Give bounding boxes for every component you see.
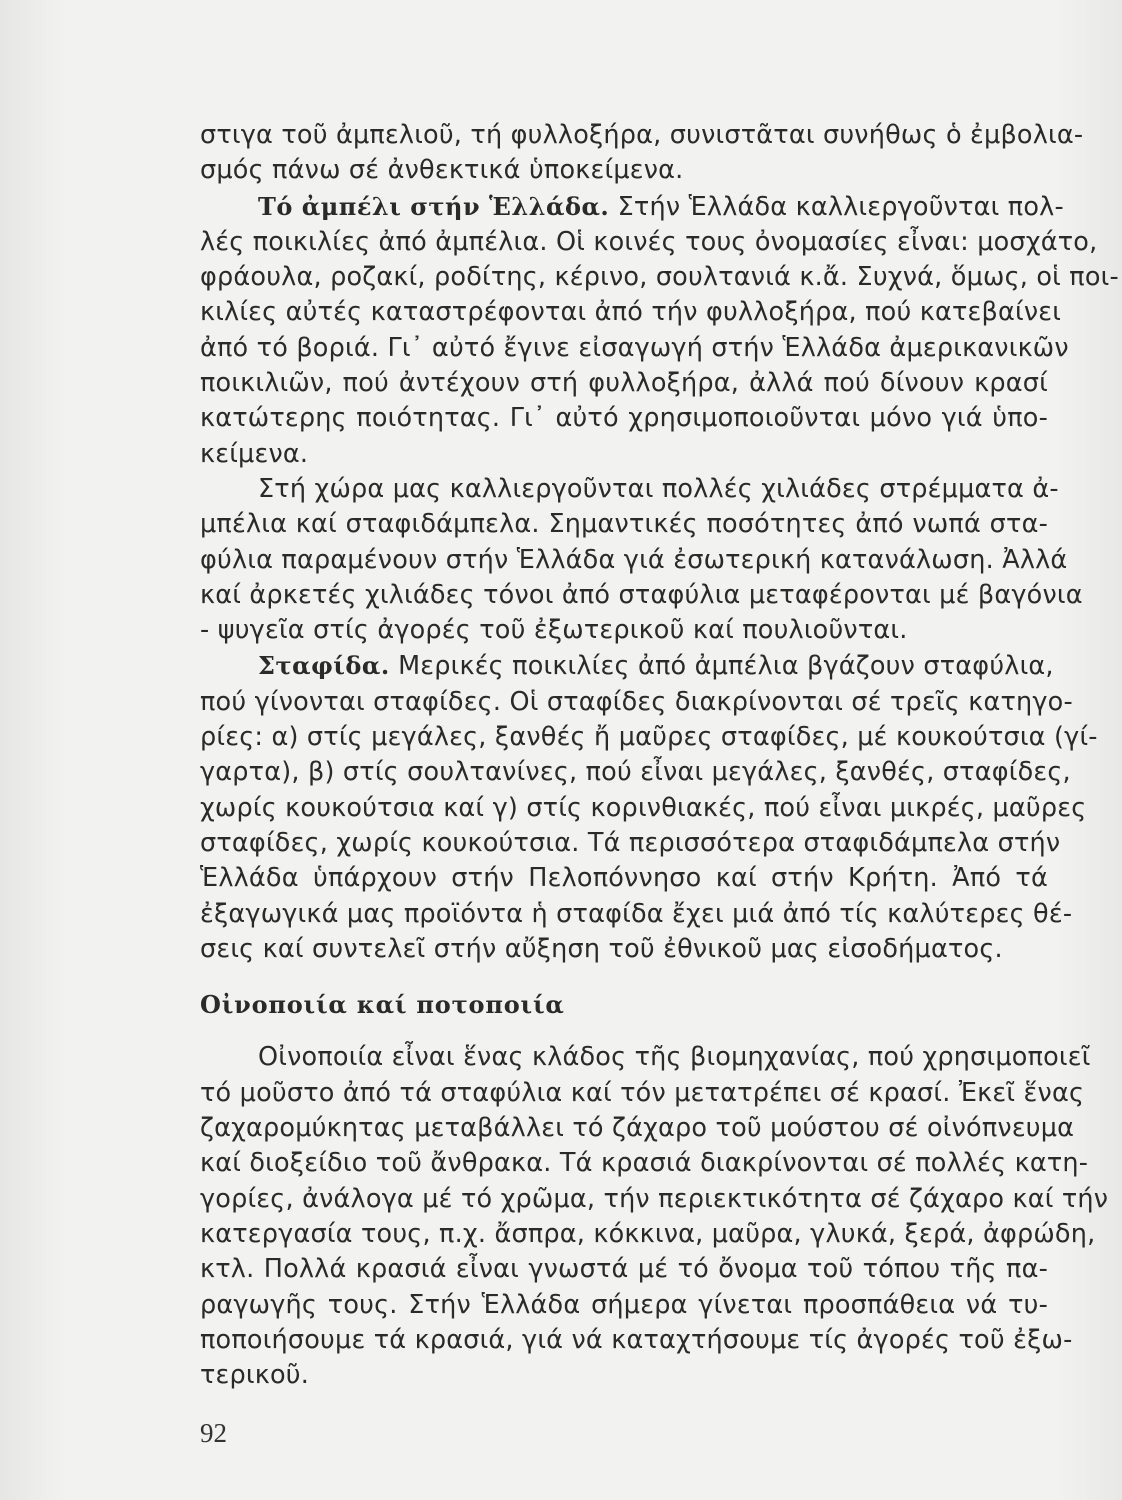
text-line: σταφίδες, χωρίς κουκούτσια. Τά περισσότερα σταφιδάμπελα στήν	[200, 827, 1061, 858]
text-line: κατεργασία τους, π.χ. ἄσπρα, κόκκινα, μαῦρα, γλυκά, ξερά, ἀφρώδη,	[200, 1218, 1096, 1249]
text-line: Ἑλλάδα ὑπάρχουν στήν Πελοπόννησο καί στήν Κρήτη. Ἀπό τά	[200, 863, 1048, 894]
text-line: ρίες: α) στίς μεγάλες, ξανθές ἤ μαῦρες σταφίδες, μέ κουκούτσια (γί-	[200, 722, 1098, 753]
text-line: καί ἀρκετές χιλιάδες τόνοι ἀπό σταφύλια μεταφέρονται μέ βαγόνια	[200, 579, 1083, 610]
text-line: γαρτα), β) στίς σουλτανίνες, πού εἶναι μεγάλες, ξανθές, σταφίδες,	[200, 757, 1071, 788]
text-line: λές ποικιλίες ἀπό ἀμπέλια. Οἱ κοινές τους ὀνομασίες εἶναι: μοσχάτο,	[200, 226, 1098, 257]
text-line: Οἰνοποιία εἶναι ἕνας κλάδος τῆς βιομηχανίας, πού χρησιμοποιεῖ	[258, 1042, 1091, 1073]
text-line: τερικοῦ.	[200, 1360, 310, 1391]
text-line: ραγωγῆς τους. Στήν Ἑλλάδα σήμερα γίνεται προσπάθεια νά τυ-	[200, 1289, 1048, 1320]
text-line: φύλια παραμένουν στήν Ἑλλάδα γιά ἐσωτερική κατανάλωση. Ἀλλά	[200, 544, 1068, 575]
text-line: τό μοῦστο ἀπό τά σταφύλια καί τόν μετατρέπει σέ κρασί. Ἐκεῖ ἕνας	[200, 1077, 1085, 1108]
text-line: κτλ. Πολλά κρασιά εἶναι γνωστά μέ τό ὄνομα τοῦ τόπου τῆς πα-	[200, 1254, 1048, 1285]
section-heading: Οἰνοποιία καί ποτοποιία	[200, 990, 565, 1020]
inline-heading-vineyard-greece: Τό ἀμπέλι στήν Ἑλλάδα.	[258, 191, 610, 221]
text-line: μπέλια καί σταφιδάμπελα. Σημαντικές ποσότητες ἀπό νωπά στα-	[200, 509, 1048, 540]
inline-heading-raisin: Σταφίδα.	[258, 651, 390, 681]
text-line: - ψυγεῖα στίς ἀγορές τοῦ ἐξωτερικοῦ καί πουλιοῦνται.	[200, 615, 908, 646]
text-line: ποικιλιῶν, πού ἀντέχουν στή φυλλοξήρα, ἀλλά πού δίνουν κρασί	[200, 368, 1048, 399]
text-line: κατώτερης ποιότητας. Γι᾽ αὐτό χρησιμοποιοῦνται μόνο γιά ὑπο-	[200, 403, 1048, 434]
page-number: 92	[200, 1418, 227, 1448]
text-line: σεις καί συντελεῖ στήν αὔξηση τοῦ ἐθνικοῦ μας εἰσοδήματος.	[200, 933, 1003, 964]
text-line: γορίες, ἀνάλογα μέ τό χρῶμα, τήν περιεκτικότητα σέ ζάχαρο καί τήν	[200, 1183, 1109, 1214]
page-body-text	[200, 118, 1119, 1393]
text-line: κείμενα.	[200, 438, 309, 469]
text-line: ἐξαγωγικά μας προϊόντα ἡ σταφίδα ἔχει μιά ἀπό τίς καλύτερες θέ-	[200, 898, 1073, 929]
text-line: Σταφίδα. Μερικές ποικιλίες ἀπό ἀμπέλια βγάζουν σταφύλια,	[258, 651, 1054, 682]
text-line: σμός πάνω σέ ἀνθεκτικά ὑποκείμενα.	[200, 155, 684, 186]
text-line: καί διοξείδιο τοῦ ἄνθρακα. Τά κρασιά διακρίνονται σέ πολλές κατη-	[200, 1148, 1089, 1179]
text-line: ἀπό τό βοριά. Γι᾽ αὐτό ἔγινε εἰσαγωγή στήν Ἑλλάδα ἀμερικανικῶν	[200, 332, 1069, 363]
text-line: ποποιήσουμε τά κρασιά, γιά νά καταχτήσουμε τίς ἀγορές τοῦ ἐξω-	[200, 1324, 1073, 1355]
text-line: χωρίς κουκούτσια καί γ) στίς κορινθιακές, πού εἶναι μικρές, μαῦρες	[200, 792, 1087, 823]
text-line: Στή χώρα μας καλλιεργοῦνται πολλές χιλιάδες στρέμματα ἀ-	[258, 473, 1059, 504]
text-line: κιλίες αὐτές καταστρέφονται ἀπό τήν φυλλοξήρα, πού κατεβαίνει	[200, 297, 1062, 328]
text-line: φράουλα, ροζακί, ροδίτης, κέρινο, σουλτανιά κ.ἄ. Συχνά, ὅμως, οἱ ποι-	[200, 262, 1119, 293]
text-line: ζαχαρομύκητας μεταβάλλει τό ζάχαρο τοῦ μούστου σέ οἰνόπνευμα	[200, 1113, 1075, 1144]
text-line: πού γίνονται σταφίδες. Οἱ σταφίδες διακρίνονται σέ τρεῖς κατηγο-	[200, 686, 1073, 717]
text-line: στιγα τοῦ ἀμπελιοῦ, τή φυλλοξήρα, συνιστᾶται συνήθως ὁ ἐμβολια-	[200, 120, 1084, 150]
text-line: Τό ἀμπέλι στήν Ἑλλάδα. Στήν Ἑλλάδα καλλιεργοῦνται πολ-	[258, 191, 1064, 222]
